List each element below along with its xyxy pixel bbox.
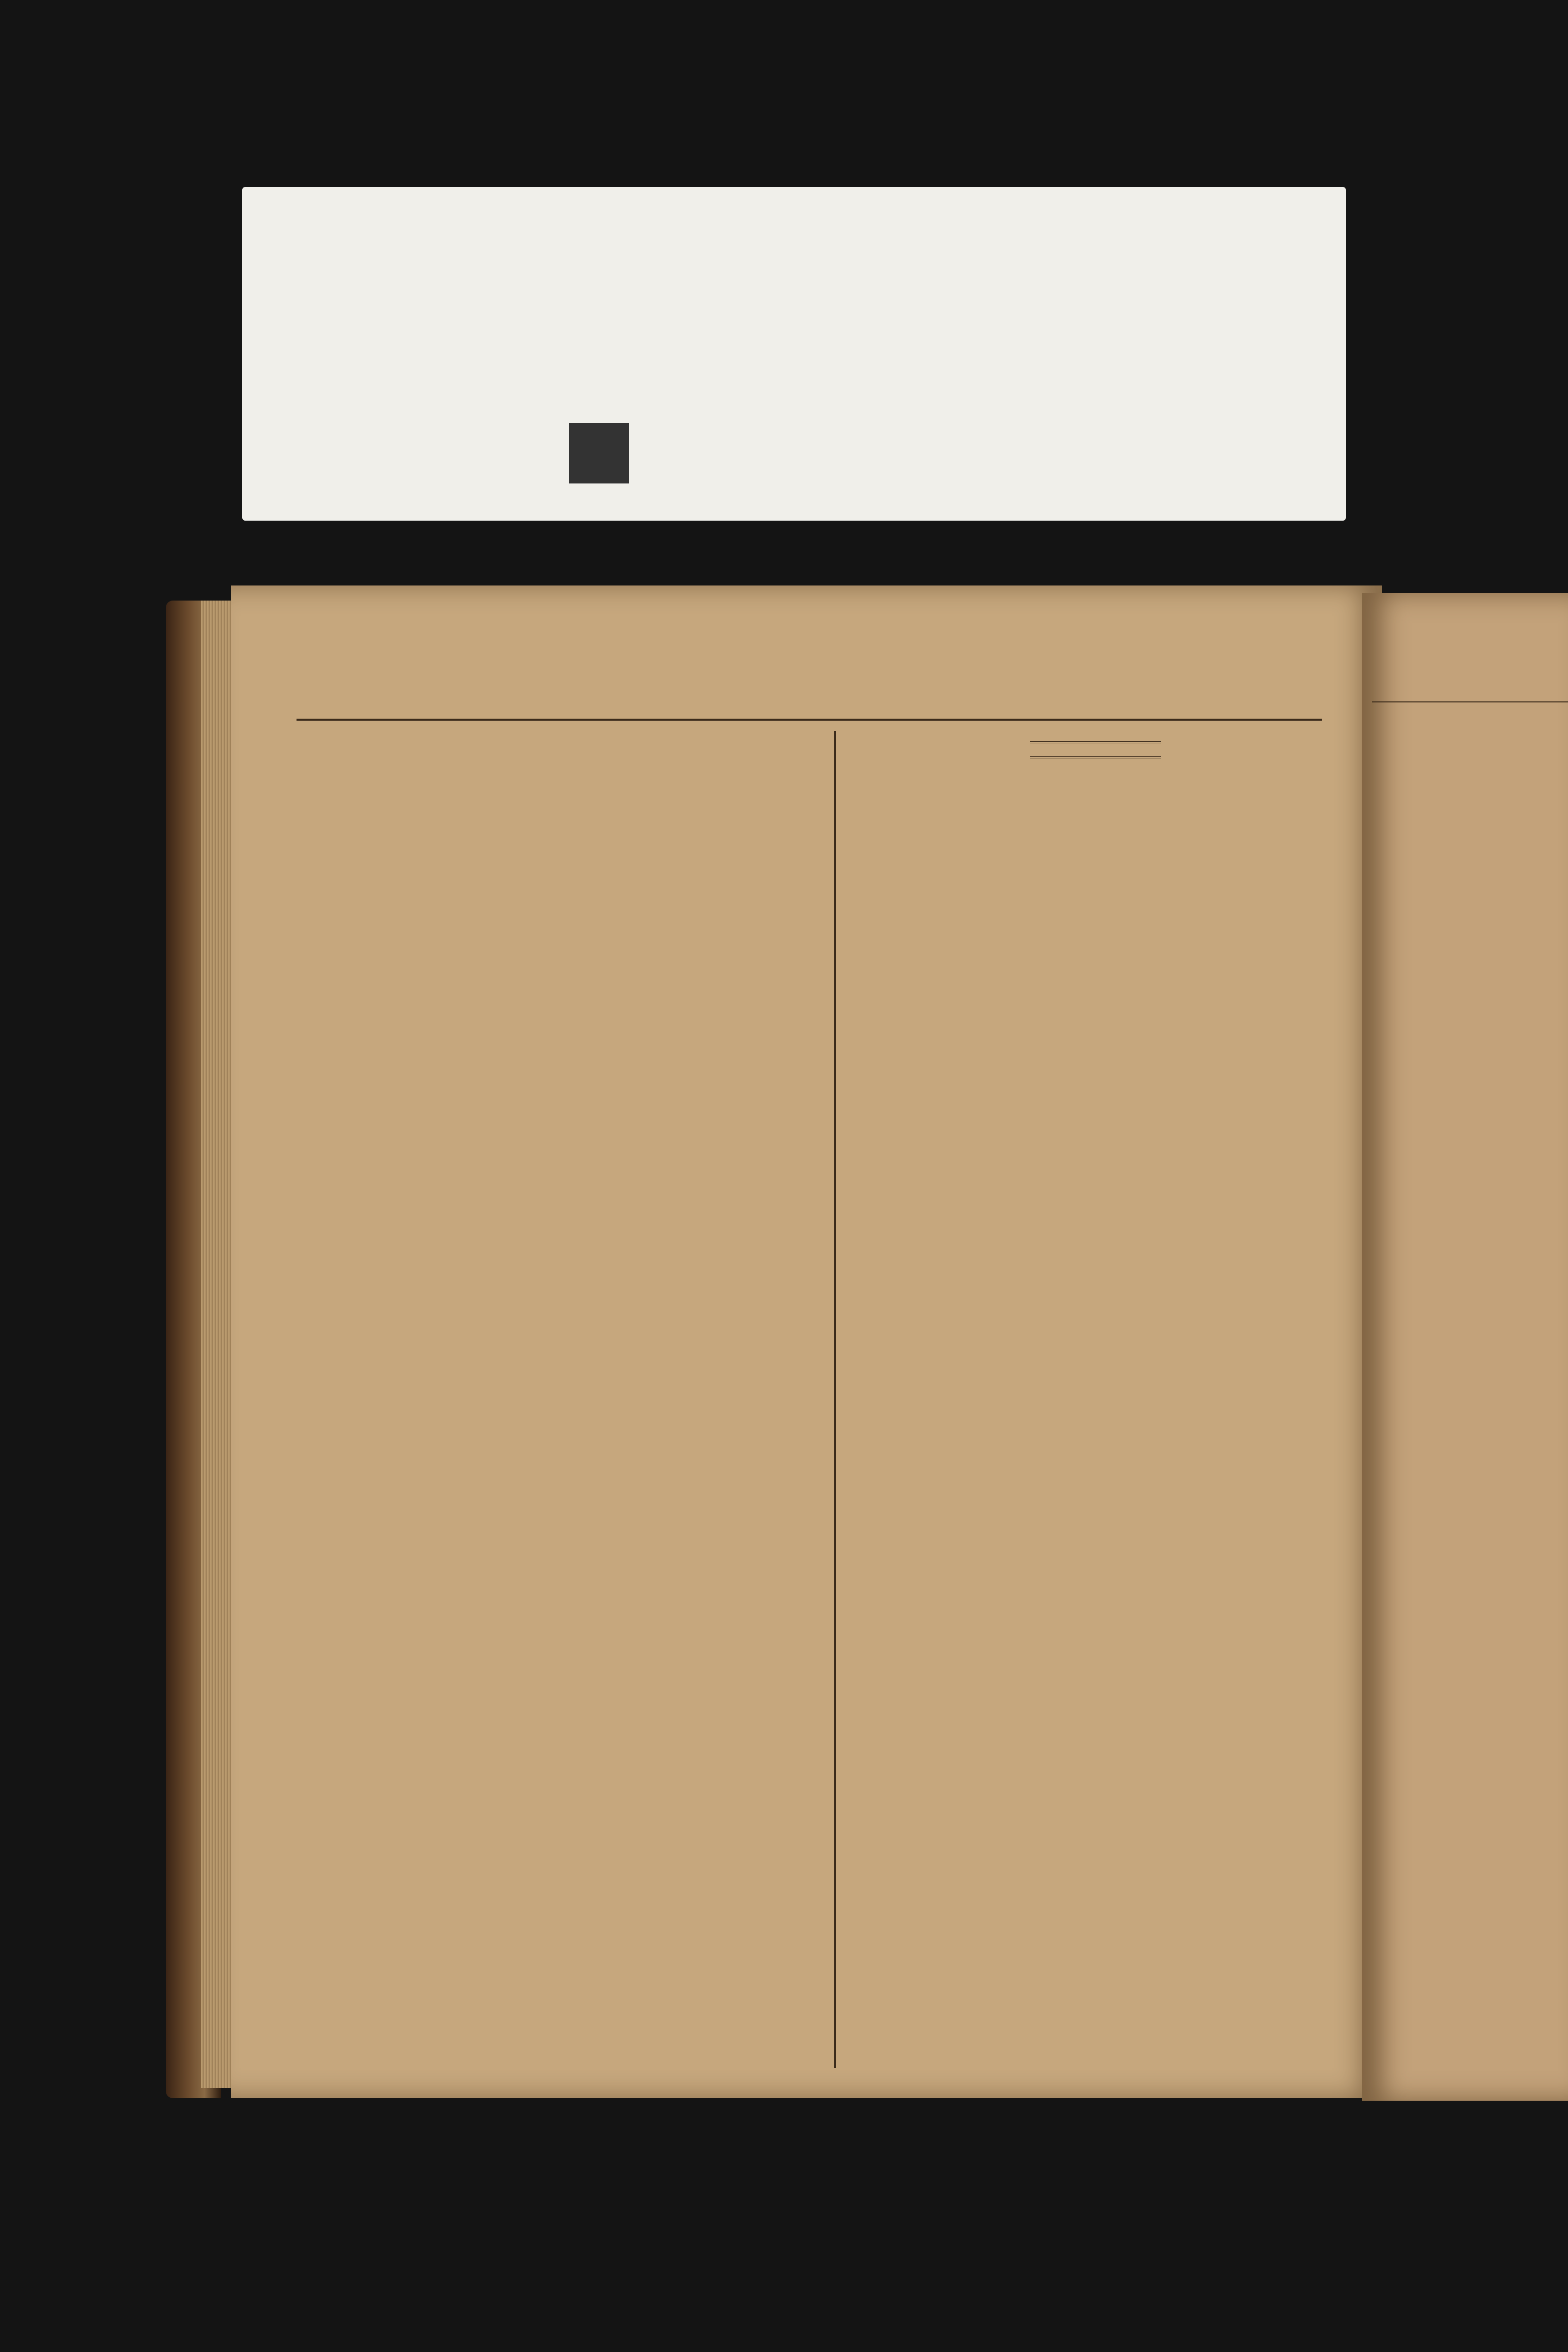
swatch-labels bbox=[242, 368, 1346, 418]
column-rule bbox=[834, 731, 836, 2068]
header-rule bbox=[297, 719, 1322, 721]
right-column bbox=[854, 736, 1337, 776]
ornament-rule bbox=[1030, 756, 1161, 761]
facing-page bbox=[1362, 593, 1568, 2101]
left-page bbox=[231, 585, 1382, 2098]
open-book bbox=[166, 585, 1568, 2103]
facing-header-rule bbox=[1372, 701, 1568, 703]
danes-picta-logo bbox=[569, 423, 629, 483]
colour-chart bbox=[242, 187, 1346, 521]
ornament-rule bbox=[1030, 741, 1161, 746]
